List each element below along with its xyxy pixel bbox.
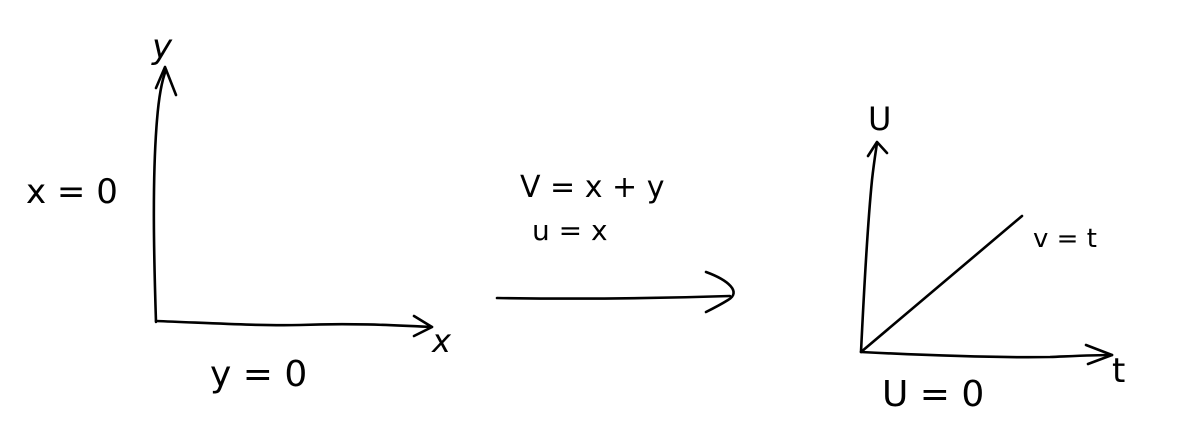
transform-line-2: u = x — [532, 214, 608, 247]
uv-vertical-axis-arrowhead — [868, 142, 887, 156]
mapping-arrowhead — [706, 272, 734, 312]
uv-boundary-bottom-label: U = 0 — [882, 374, 985, 415]
xy-axis-y-label: y — [152, 27, 173, 67]
xy-boundary-left-label: x = 0 — [26, 172, 118, 212]
uv-diagonal-label: v = t — [1033, 224, 1097, 254]
uv-axis-vertical-label: U — [868, 100, 892, 138]
uv-plane — [861, 100, 1125, 415]
xy-boundary-bottom-label: y = 0 — [210, 354, 308, 395]
xy-plane — [26, 27, 452, 395]
mapping-arrow — [497, 296, 730, 299]
xy-y-axis-arrowhead — [156, 67, 176, 95]
xy-axis-x-label: x — [432, 322, 451, 360]
uv-horizontal-axis — [861, 352, 1112, 357]
transform-line-1: V = x + y — [520, 170, 665, 205]
xy-y-axis — [154, 70, 166, 322]
uv-diagonal-line — [861, 216, 1022, 352]
uv-axis-t-label: t — [1112, 351, 1126, 391]
transform-block — [497, 170, 734, 312]
uv-vertical-axis — [861, 143, 877, 352]
xy-x-axis — [156, 321, 432, 327]
